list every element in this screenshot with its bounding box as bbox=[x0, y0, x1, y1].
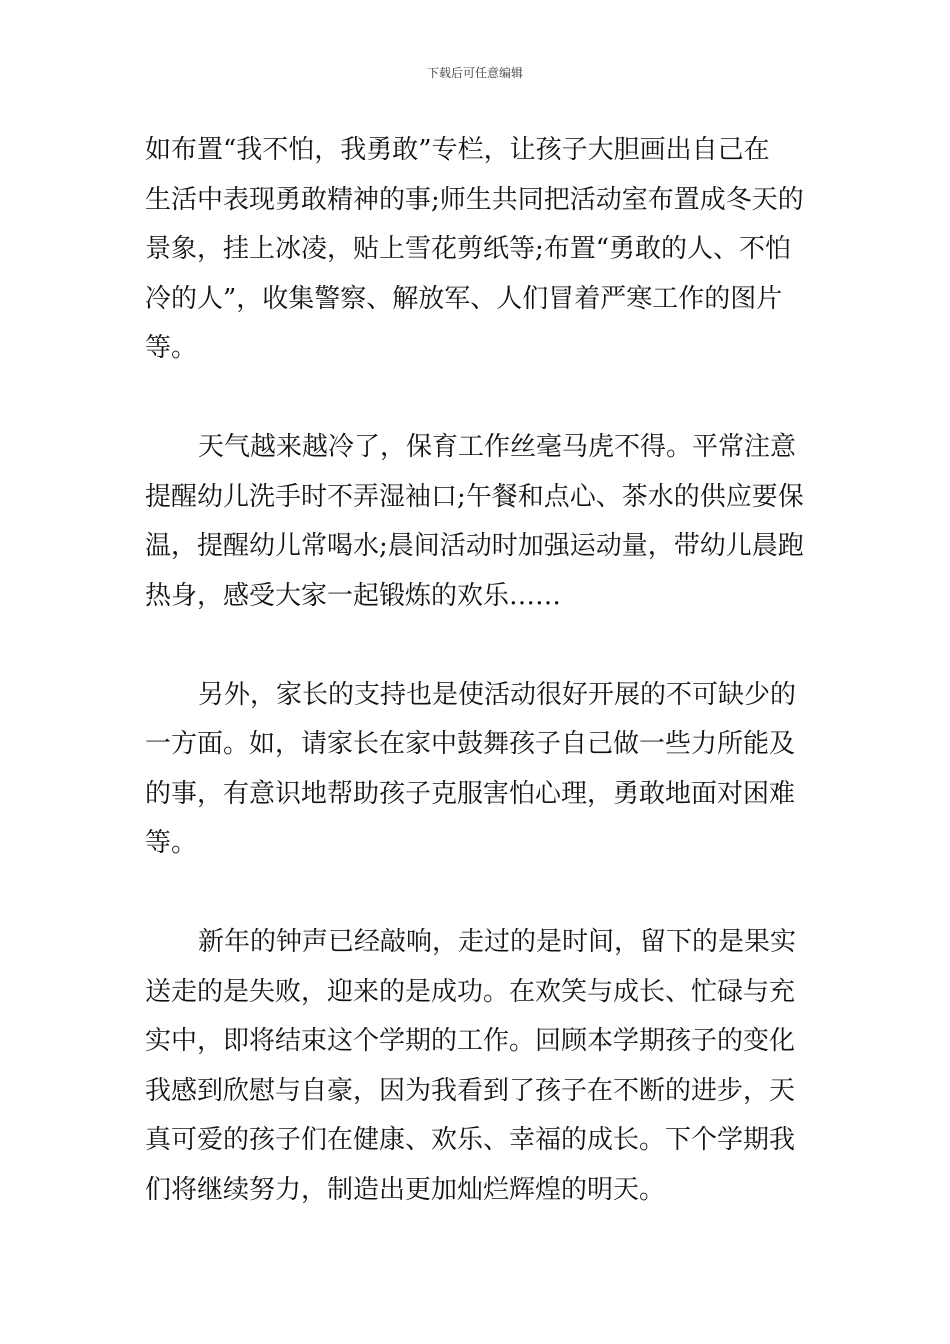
paragraph-3 bbox=[145, 671, 807, 869]
paragraph-line: 等。 bbox=[145, 333, 198, 363]
paragraph-line: 的事，有意识地帮助孩子克服害怕心理，勇敢地面对困难 bbox=[145, 778, 796, 809]
paragraph-line: 们将继续努力，制造出更加灿烂辉煌的明天。 bbox=[145, 1174, 666, 1205]
paragraph-line: 实中，即将结束这个学期的工作。回顾本学期孩子的变化 bbox=[145, 1026, 796, 1056]
paragraph-line: 真可爱的孩子们在健康、欢乐、幸福的成长。下个学期我 bbox=[145, 1125, 796, 1155]
paragraph-line: 热身，感受大家一起锻炼的欢乐…… bbox=[145, 580, 562, 611]
paragraph-1 bbox=[145, 126, 807, 374]
paragraph-line: 一方面。如，请家长在家中鼓舞孩子自己做一些力所能及 bbox=[145, 729, 796, 759]
paragraph-line: 景象，挂上冰凌，贴上雪花剪纸等;布置“勇敢的人、不怕 bbox=[145, 234, 792, 264]
paragraph-spacer bbox=[145, 374, 807, 424]
paragraph-spacer bbox=[145, 621, 807, 671]
paragraph-line: 新年的钟声已经敲响，走过的是时间，留下的是果实 bbox=[198, 927, 797, 957]
paragraph-line: 温，提醒幼儿常喝水;晨间活动时加强运动量，带幼儿晨跑 bbox=[145, 531, 804, 561]
page-header: 下载后可任意编辑 bbox=[426, 66, 523, 80]
document-body bbox=[145, 126, 807, 1215]
paragraph-line: 生活中表现勇敢精神的事;师生共同把活动室布置成冬天的 bbox=[145, 184, 804, 215]
paragraph-4 bbox=[145, 918, 807, 1215]
paragraph-line: 等。 bbox=[145, 828, 198, 858]
paragraph-line: 如布置“我不怕，我勇敢”专栏，让孩子大胆画出自己在 bbox=[145, 135, 770, 165]
paragraph-line: 我感到欣慰与自豪，因为我看到了孩子在不断的进步，天 bbox=[145, 1075, 796, 1106]
paragraph-spacer bbox=[145, 869, 807, 919]
paragraph-line: 提醒幼儿洗手时不弄湿袖口;午餐和点心、茶水的供应要保 bbox=[145, 481, 804, 512]
paragraph-line: 另外，家长的支持也是使活动很好开展的不可缺少的 bbox=[198, 679, 797, 710]
paragraph-line: 送走的是失败，迎来的是成功。在欢笑与成长、忙碌与充 bbox=[145, 976, 796, 1007]
paragraph-line: 天气越来越冷了，保育工作丝毫马虎不得。平常注意 bbox=[198, 432, 797, 462]
paragraph-2 bbox=[145, 423, 807, 621]
paragraph-line: 冷的人”，收集警察、解放军、人们冒着严寒工作的图片 bbox=[145, 283, 783, 314]
